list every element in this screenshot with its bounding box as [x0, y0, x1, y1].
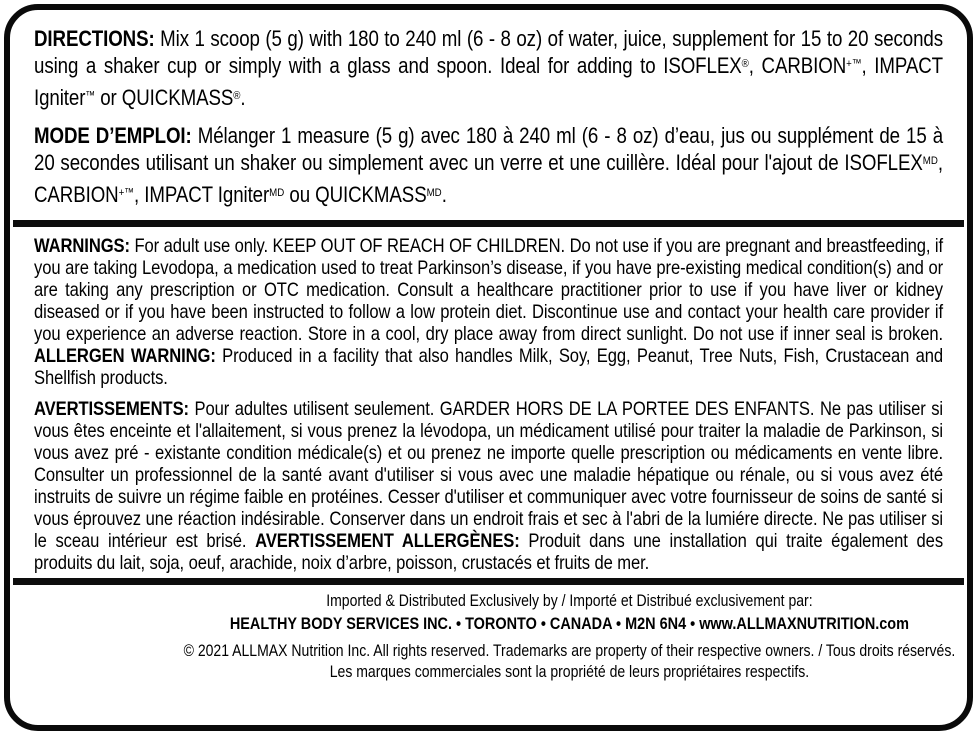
warnings-paragraph-fr: AVERTISSEMENTS: Pour adultes utilisent seulement. GARDER HORS DE LA PORTEE DES ENFANTS. Ne pas utiliser si vous êtes enceinte et l'allaitement, si vous prenez la lévodopa, un médicament utilisé pour traiter la maladie de Parkinson, si vous avez pré - existante condition médicale(s) et ou prenez ne importe quelle prescription ou médicaments en vente libre. Consulter un professionnel de la santé avant d'utiliser si vous avec une maladie hépatique ou rénale, ou si vous avez été instruits de suivre un régime faible en protéines. Cesser d'utiliser et communiquer avec votre fournisseur de soins de santé si vous éprouvez une réaction indésirable. Conserver dans un endroit frais et sec à l'abri de la lumiére directe. Ne pas utiliser si le sceau intérieur est brisé. AVERTISSEMENT ALLERGÈNES: Produit dans une installation qui traite également des produits du lait, soja, oeuf, arachide, noix d’arbre, poisson, crustacés et fruits de mer.: [34, 398, 944, 574]
directions-paragraph-fr: MODE D’EMPLOI: Mélanger 1 measure (5 g) avec 180 à 240 ml (6 - 8 oz) d’eau, jus ou supplément de 15 à 20 secondes utilisant un shaker ou simplement avec un verre et une cuillère. Idéal pour l'ajout de $ISOFLEX^{MD}$, CARBION+™, IMPACT Igniter$^{MD}$ ou $QUICKMASS^{MD}$.: [34, 123, 944, 207]
directions-paragraph-en: DIRECTIONS: Mix 1 scoop (5 g) with 180 to 240 ml (6 - 8 oz) of water, juice, supplement for 15 to 20 seconds using a shaker cup or simply with a glass and spoon. Ideal for adding to ISOFLEX®, CARBION+™, IMPACT Igniter™ or QUICKMASS®.: [34, 26, 944, 110]
imported-distributed-line: Imported & Distributed Exclusively by / Importé et Distribué exclusivement par:: [326, 592, 813, 610]
company-address-line: HEALTHY BODY SERVICES INC. • TORONTO • CANADA • M2N 6N4 • www.ALLMAXNUTRITION.com: [229, 614, 909, 633]
copyright-line-fr: Les marques commerciales sont la propriété de leurs propriétaires respectifs.: [329, 663, 810, 681]
warnings-paragraph-en: WARNINGS: For adult use only. KEEP OUT OF REACH OF CHILDREN. Do not use if you are pregnant and breastfeeding, if you are taking Levodopa, a medication used to treat Parkinson’s disease, if you have pre-existing medical condition(s) and or are taking any prescription or OTC medication. Consult a healthcare practitioner prior to use if you have liver or kidney diseased or if you have been instructed to follow a low protein diet. Discontinue use and contact your health care provider if you experience an adverse reaction. Store in a cool, dry place away from direct sunlight. Do not use if inner seal is broken. ALLERGEN WARNING: Produced in a facility that also handles Milk, Soy, Egg, Peanut, Tree Nuts, Fish, Crustacean and Shellfish products.: [34, 235, 944, 389]
copyright-line-en: © 2021 ALLMAX Nutrition Inc. All rights reserved. Trademarks are property of their respective owners. / Tous droits réservés.: [183, 642, 956, 660]
section-divider-bottom: [13, 578, 964, 585]
product-label-frame: [4, 4, 973, 731]
directions-section: [10, 10, 967, 220]
footer-section: [10, 585, 967, 689]
warnings-section: [10, 227, 967, 578]
section-divider-top: [13, 220, 964, 227]
